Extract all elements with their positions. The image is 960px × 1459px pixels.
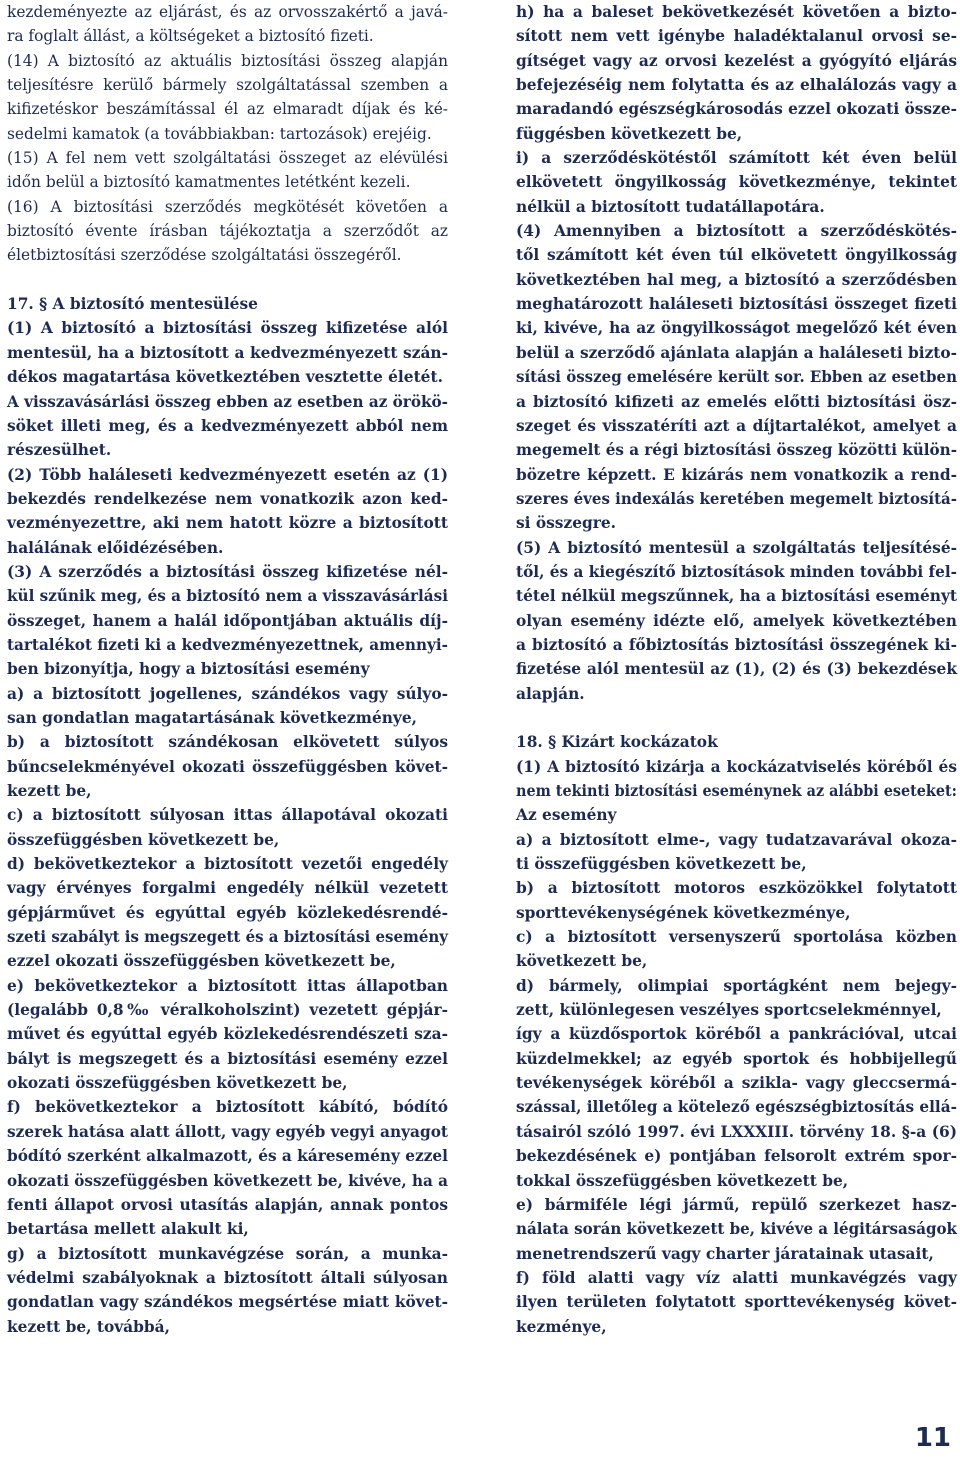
text-line: tartalékot fizeti ki a kedvezményezettnek, amennyi-: [7, 635, 448, 654]
text-line: (14) A biztosító az aktuális biztosítási összeg alapján: [7, 51, 448, 70]
text-line: belül a szerződő ajánlata alapján a haláleseti bizto-: [516, 343, 957, 362]
text-line: c) a biztosított súlyosan ittas állapotával okozati: [7, 806, 448, 825]
text-line: e) bármiféle légi jármű, repülő szerkezet hasz-: [516, 1195, 957, 1214]
text-line: bekezdés rendelkezése nem vonatkozik azon ked-: [7, 489, 448, 508]
text-line: következett be,: [516, 952, 648, 971]
text-line: ezzel okozati összefüggésben következett be,: [7, 952, 396, 971]
text-line: c) a biztosított versenyszerű sportolása közben: [516, 928, 957, 947]
text-line: fizetése alól mentesül az (1), (2) és (3) bekezdések: [516, 660, 957, 679]
text-line: kül szűnik meg, és a biztosító nem a visszavásárlási: [7, 587, 448, 606]
text-line: így a küzdősportok köréből a pankrációval, utcai: [516, 1025, 957, 1044]
text-line: küzdelmekkel; az egyéb sportok és hobbijellegű: [516, 1049, 957, 1068]
text-line: menetrendszerű vagy charter járatainak utasait,: [516, 1244, 934, 1263]
text-line: biztosító évente írásban tájékoztatja a szerződőt az: [7, 222, 448, 241]
text-line: ra foglalt állást, a költségeket a biztosító fizeti.: [7, 27, 374, 46]
text-line: sított nem vett igénybe haladéktalanul orvosi se-: [516, 27, 957, 46]
text-line: d) bármely, olimpiai sportágként nem bejegy-: [516, 976, 957, 995]
text-line: Az esemény: [516, 806, 617, 825]
text-line: san gondatlan magatartásának következménye,: [7, 708, 418, 727]
text-line: maradandó egészségkárosodás ezzel okozati össze-: [516, 100, 957, 119]
text-line: szerek hatása alatt állott, vagy egyéb vegyi anyagot: [7, 1122, 448, 1141]
text-line: szással, illetőleg a kötelező egészségbiztosítás ellá-: [516, 1098, 957, 1117]
text-line: től, és a kiegészítő biztosítások minden további fel-: [516, 562, 957, 581]
text-line: kezett be, továbbá,: [7, 1317, 170, 1336]
text-line: bözetre képzett. E kizárás nem vonatkozik a rend-: [516, 465, 957, 484]
text-line: ti összefüggésben következett be,: [516, 855, 807, 874]
text-line: (5) A biztosító mentesül a szolgáltatás teljesítésé-: [516, 538, 957, 557]
text-line: részesülhet.: [7, 441, 112, 460]
text-line: betartása mellett alakult ki,: [7, 1220, 249, 1239]
page-number: 11: [914, 1423, 951, 1453]
text-line: gépjárművet és egyúttal egyéb közlekedésrendé-: [7, 903, 448, 922]
text-line: fenti állapot orvosi utasítás alapján, annak pontos: [7, 1195, 448, 1214]
text-line: (2) Több haláleseti kedvezményezett esetén az (1): [7, 465, 448, 484]
text-line: kezdeményezte az eljárást, és az orvosszakértő a javá-: [7, 3, 448, 21]
text-line: kezménye,: [516, 1317, 607, 1336]
text-line: gondatlan vagy szándékos megsértése miatt követ-: [7, 1293, 448, 1312]
text-line: f) föld alatti vagy víz alatti munkavégzés vagy: [516, 1268, 957, 1287]
text-line: okozati összefüggésben következett be, kivéve, ha a: [7, 1171, 448, 1190]
spacer: [7, 268, 448, 292]
text-line: védelmi szabályoknak a biztosított általi súlyosan: [7, 1268, 448, 1287]
section-17-heading: 17. § A biztosító mentesülése: [7, 295, 258, 314]
left-column: [7, 0, 448, 1339]
text-line: szeget és visszatéríti azt a díjtartalékot, amelyet a: [516, 416, 957, 435]
text-line: b) a biztosított szándékosan elkövetett súlyos: [7, 733, 448, 752]
text-line: a biztosító kifizeti az emelés előtti biztosítási ösz-: [516, 392, 957, 411]
text-line: függésben következett be,: [516, 124, 743, 143]
text-line: befejezéséig nem folytatta és az elhalálozás vagy a: [516, 76, 957, 95]
text-line: d) bekövetkeztekor a biztosított vezetői engedély: [7, 855, 448, 874]
right-column: [516, 0, 957, 1339]
text-line: től számított két éven túl elkövetett öngyilkosság: [516, 246, 957, 265]
text-line: tevékenységek köréből a szikla- vagy gleccsermá-: [516, 1074, 957, 1093]
text-line: sedelmi kamatok (a továbbiakban: tartozások) erejéig.: [7, 124, 432, 143]
text-line: halálának előidézésében.: [7, 538, 224, 557]
text-line: b) a biztosított motoros eszközökkel folytatott: [516, 879, 957, 898]
text-line: (1) A biztosító kizárja a kockázatviselés köréből és: [516, 757, 957, 776]
text-line: a biztosító a főbiztosítás biztosítási összegének ki-: [516, 635, 957, 654]
text-line: (16) A biztosítási szerződés megkötését követően a: [7, 197, 448, 216]
text-line: A visszavásárlási összeg ebben az esetben az örökö-: [7, 392, 448, 411]
text-line: tétel nélkül megszűnnek, ha a biztosítási eseményt: [516, 587, 957, 606]
text-line: művet és egyúttal egyéb közlekedésrendészeti sza-: [7, 1025, 448, 1044]
text-line: bódító szerként alkalmazott, és a káresemény ezzel: [7, 1147, 448, 1166]
text-line: dékos magatartása következtében vesztette életét.: [7, 368, 443, 387]
text-line: i) a szerződéskötéstől számított két éven belül: [516, 149, 957, 168]
text-line: e) bekövetkeztekor a biztosított ittas állapotban: [7, 976, 448, 995]
text-line: a) a biztosított elme-, vagy tudatzavarával okoza-: [516, 830, 957, 849]
text-line: életbiztosítási szerződése szolgáltatási összegéről.: [7, 246, 402, 265]
text-line: (legalább 0,8‰ véralkoholszint) vezetett gépjár-: [7, 1001, 448, 1020]
spacer: [516, 706, 957, 730]
text-line: összefüggésben következett be,: [7, 830, 280, 849]
text-line: f) bekövetkeztekor a biztosított kábító, bódító: [7, 1098, 448, 1117]
text-line: alapján.: [516, 684, 585, 703]
text-line: kezett be,: [7, 782, 92, 800]
text-line: ben bizonyítja, hogy a biztosítási esemény: [7, 660, 370, 679]
text-line: zett, különlegesen veszélyes sportcselekménnyel,: [516, 1001, 942, 1020]
text-line: (1) A biztosító a biztosítási összeg kifizetése alól: [7, 319, 448, 338]
text-line: gítséget vagy az orvosi kezelést a gyógyító eljárás: [516, 51, 957, 70]
text-line: vezményezettre, aki nem hatott közre a biztosított: [7, 514, 448, 533]
text-line: (3) A szerződés a biztosítási összeg kifizetése nél-: [7, 562, 448, 581]
text-line: nélkül a biztosított tudatállapotára.: [516, 197, 825, 216]
text-line: g) a biztosított munkavégzése során, a munka-: [7, 1244, 448, 1263]
text-line: összeget, hanem a halál időpontjában aktuális díj-: [7, 611, 448, 630]
text-line: elkövetett öngyilkosság következménye, tekintet: [516, 173, 957, 192]
text-line: (15) A fel nem vett szolgáltatási összeget az elévülési: [7, 149, 448, 168]
text-line: si összegre.: [516, 514, 617, 533]
text-line: ki, kivéve, ha az öngyilkosságot megelőző két éven: [516, 319, 957, 338]
text-line: tokkal összefüggésben következett be,: [516, 1171, 849, 1190]
text-line: a) a biztosított jogellenes, szándékos vagy súlyo-: [7, 684, 448, 703]
text-line: időn belül a biztosító kamatmentes letétként kezeli.: [7, 173, 411, 192]
text-line: ilyen területen folytatott sporttevékenység követ-: [516, 1293, 957, 1312]
text-line: vagy érvényes forgalmi engedély nélkül vezetett: [7, 879, 448, 898]
text-line: (4) Amennyiben a biztosított a szerződéskötés-: [516, 222, 957, 241]
text-line: mentesül, ha a biztosított a kedvezményezett szán-: [7, 343, 448, 362]
text-line: söket illeti meg, és a kedvezményezett abból nem: [7, 416, 448, 435]
text-line: szeres éves indexálás keretében megemelt biztosítá-: [516, 489, 957, 508]
text-line: nem tekinti biztosítási eseménynek az alábbi eseteket:: [516, 782, 957, 800]
text-line: következtében hal meg, a biztosító a szerződésben: [516, 270, 957, 289]
text-line: nálata során következett be, kivéve a légitársaságok: [516, 1220, 957, 1239]
text-line: h) ha a baleset bekövetkezését követően a bizto-: [516, 3, 957, 21]
text-line: teljesítésre kerülő bármely szolgáltatással szemben a: [7, 76, 448, 95]
text-line: bályt is megszegett és a biztosítási esemény ezzel: [7, 1049, 448, 1068]
text-line: tásairól szóló 1997. évi LXXXIII. törvény 18. §-a (6): [516, 1122, 957, 1141]
text-line: sítási összeg emelésére került sor. Ebben az esetben: [516, 368, 957, 387]
text-line: megemelt és a régi biztosítási összeg közötti külön-: [516, 441, 957, 460]
text-line: sporttevékenységének következménye,: [516, 903, 851, 922]
text-line: meghatározott haláleseti biztosítási összeget fizeti: [516, 295, 957, 314]
text-line: olyan esemény idézte elő, amelyek következtében: [516, 611, 957, 630]
text-line: okozati összefüggésben következett be,: [7, 1074, 348, 1093]
text-line: kifizetéskor beszámítással él az elmaradt díjak és ké-: [7, 100, 448, 119]
text-line: bekezdésének e) pontjában felsorolt extrém spor-: [516, 1147, 957, 1166]
section-18-heading: 18. § Kizárt kockázatok: [516, 733, 718, 752]
text-line: szeti szabályt is megszegett és a biztosítási esemény: [7, 928, 448, 947]
text-line: bűncselekményével okozati összefüggésben követ-: [7, 757, 448, 776]
